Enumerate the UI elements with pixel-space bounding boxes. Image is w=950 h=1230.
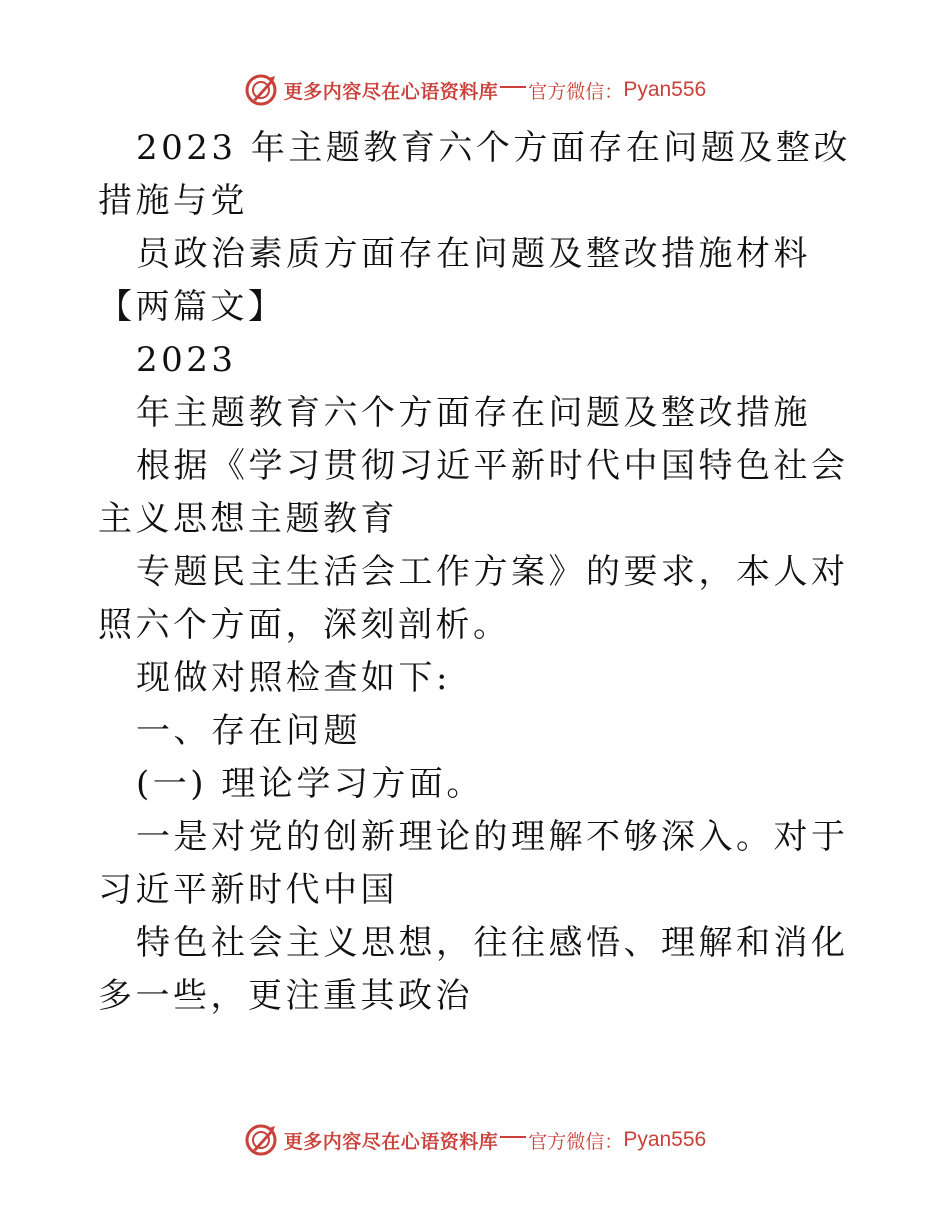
document-body	[98, 122, 853, 1023]
banner-dash	[500, 86, 526, 88]
banner-wechat-id: Pyan556	[623, 78, 707, 101]
banner-wechat-label: 官方微信：	[528, 80, 624, 103]
banner-wechat-label: 官方微信：	[528, 1130, 624, 1153]
banner-wechat-id: Pyan556	[623, 1128, 707, 1151]
paragraph-title-1: 2023 年主题教育六个方面存在问题及整改措施与党	[98, 128, 851, 221]
paragraph-point-1: 一是对党的创新理论的理解不够深入。对于习近平新时代中国	[98, 817, 849, 910]
banner-dash	[500, 1136, 526, 1138]
banner-text: 更多内容尽在心语资料库	[283, 1130, 499, 1153]
paragraph-year: 2023	[136, 340, 237, 380]
logo-icon	[244, 1123, 278, 1157]
banner-text: 更多内容尽在心语资料库	[283, 80, 499, 103]
paragraph-subtitle: 年主题教育六个方面存在问题及整改措施	[136, 393, 811, 433]
paragraph-title-2: 员政治素质方面存在问题及整改措施材料【两篇文】	[98, 234, 811, 327]
paragraph-plan: 专题民主生活会工作方案》的要求，本人对照六个方面，深刻剖析。	[98, 552, 849, 645]
paragraph-point-1-cont: 特色社会主义思想，往往感悟、理解和消化多一些，更注重其政治	[98, 923, 849, 1016]
logo-icon	[244, 73, 278, 107]
section-heading-problems: 一、存在问题	[136, 711, 361, 751]
header-banner	[0, 70, 950, 110]
paragraph-basis: 根据《学习贯彻习近平新时代中国特色社会主义思想主题教育	[98, 446, 849, 539]
footer-banner	[0, 1120, 950, 1160]
subsection-heading-theory: (一) 理论学习方面。	[136, 764, 484, 804]
paragraph-check: 现做对照检查如下:	[136, 658, 451, 698]
